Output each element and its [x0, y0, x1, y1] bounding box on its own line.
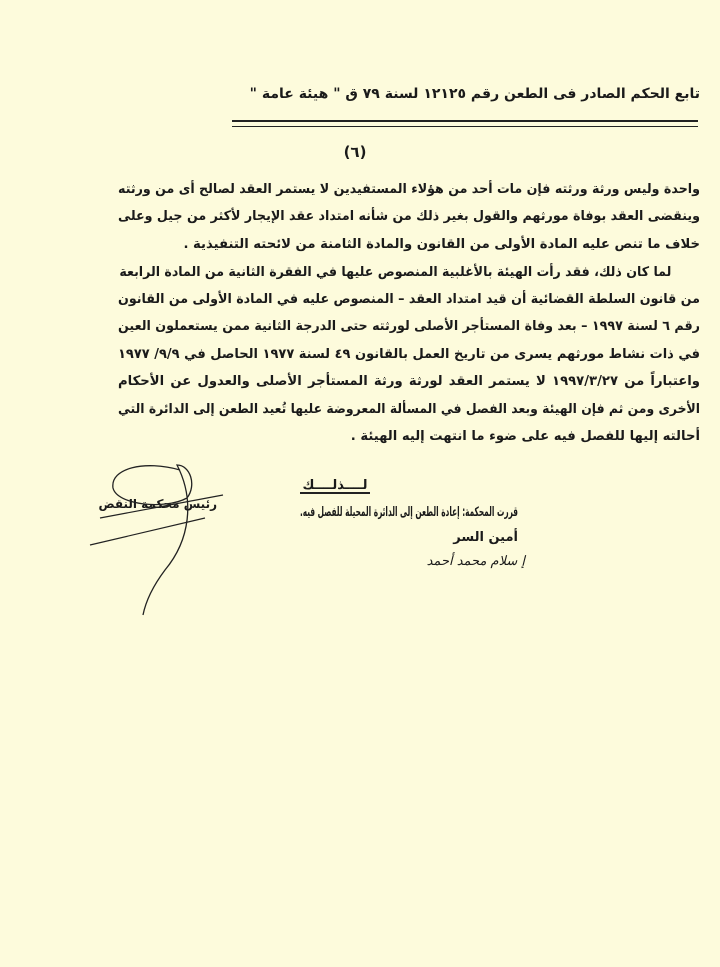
header-rule-top — [232, 120, 698, 122]
paragraph-line: خلاف ما تنص عليه المادة الأولى من القانون والمادة الثامنة من لائحته التنفيذية . — [183, 237, 700, 252]
paragraph-line: رقم ٦ لسنة ١٩٩٧ – بعد وفاة المستأجر الأصلى لورثته حتى الدرجة الثانية ممن يستعملون العين — [118, 319, 700, 334]
paragraph-line: واعتباراً من ١٩٩٧/٣/٢٧ لا يستمر العقد لورثة ورثة المستأجر الأصلى والعدول عن الأحكام — [118, 374, 700, 389]
page-number: (٦) — [343, 143, 367, 161]
paragraph-line: أحالته إليها للفصل فيه على ضوء ما انتهت إليه الهيئة . — [350, 429, 700, 444]
document-header: تابع الحكم الصادر فى الطعن رقم ١٢١٢٥ لسنة ٧٩ ق " هيئة عامة " — [249, 86, 700, 102]
paragraph-line: لما كان ذلك، فقد رأت الهيئة بالأغلبية المنصوص عليها في الفقرة الثانية من المادة الرابعة — [119, 265, 672, 280]
header-rule-bottom — [232, 126, 698, 127]
secretary-signature: إ سلام محمد أحمد — [426, 554, 525, 569]
section-heading: لــــذلــــك — [290, 478, 380, 494]
paragraph-line: من قانون السلطة القضائية أن قيد امتداد العقد – المنصوص عليه في المادة الأولى من القانون — [118, 292, 700, 307]
paragraph-line: الأخرى ومن ثم فإن الهيئة وبعد الفصل في المسألة المعروضة عليها تُعيد الطعن إلى الدائرة التي — [117, 402, 700, 417]
paragraph-line: وينقضى العقد بوفاة مورثهم والقول بغير ذلك من شأنه امتداد عقد الإيجار لأكثر من جيل وعلى — [117, 209, 701, 224]
paragraph-line: في ذات نشاط مورثهم يسرى من تاريخ العمل بالقانون ٤٩ لسنة ١٩٧٧ الحاصل في ٩/٩/ ١٩٧٧ — [117, 347, 700, 362]
secretary-title: أمين السر — [453, 530, 518, 545]
president-signature — [85, 460, 225, 620]
court-decision: قررت المحكمة: إعادة الطعن إلى الدائرة المحيلة للفصل فيه. — [299, 505, 518, 520]
paragraph-line: واحدة وليس ورثة ورثته فإن مات أحد من هؤلاء المستفيدين لا يستمر العقد لصالح أى من ورثته — [118, 182, 701, 197]
president-title: رئيس محكمة النقض — [98, 497, 217, 511]
